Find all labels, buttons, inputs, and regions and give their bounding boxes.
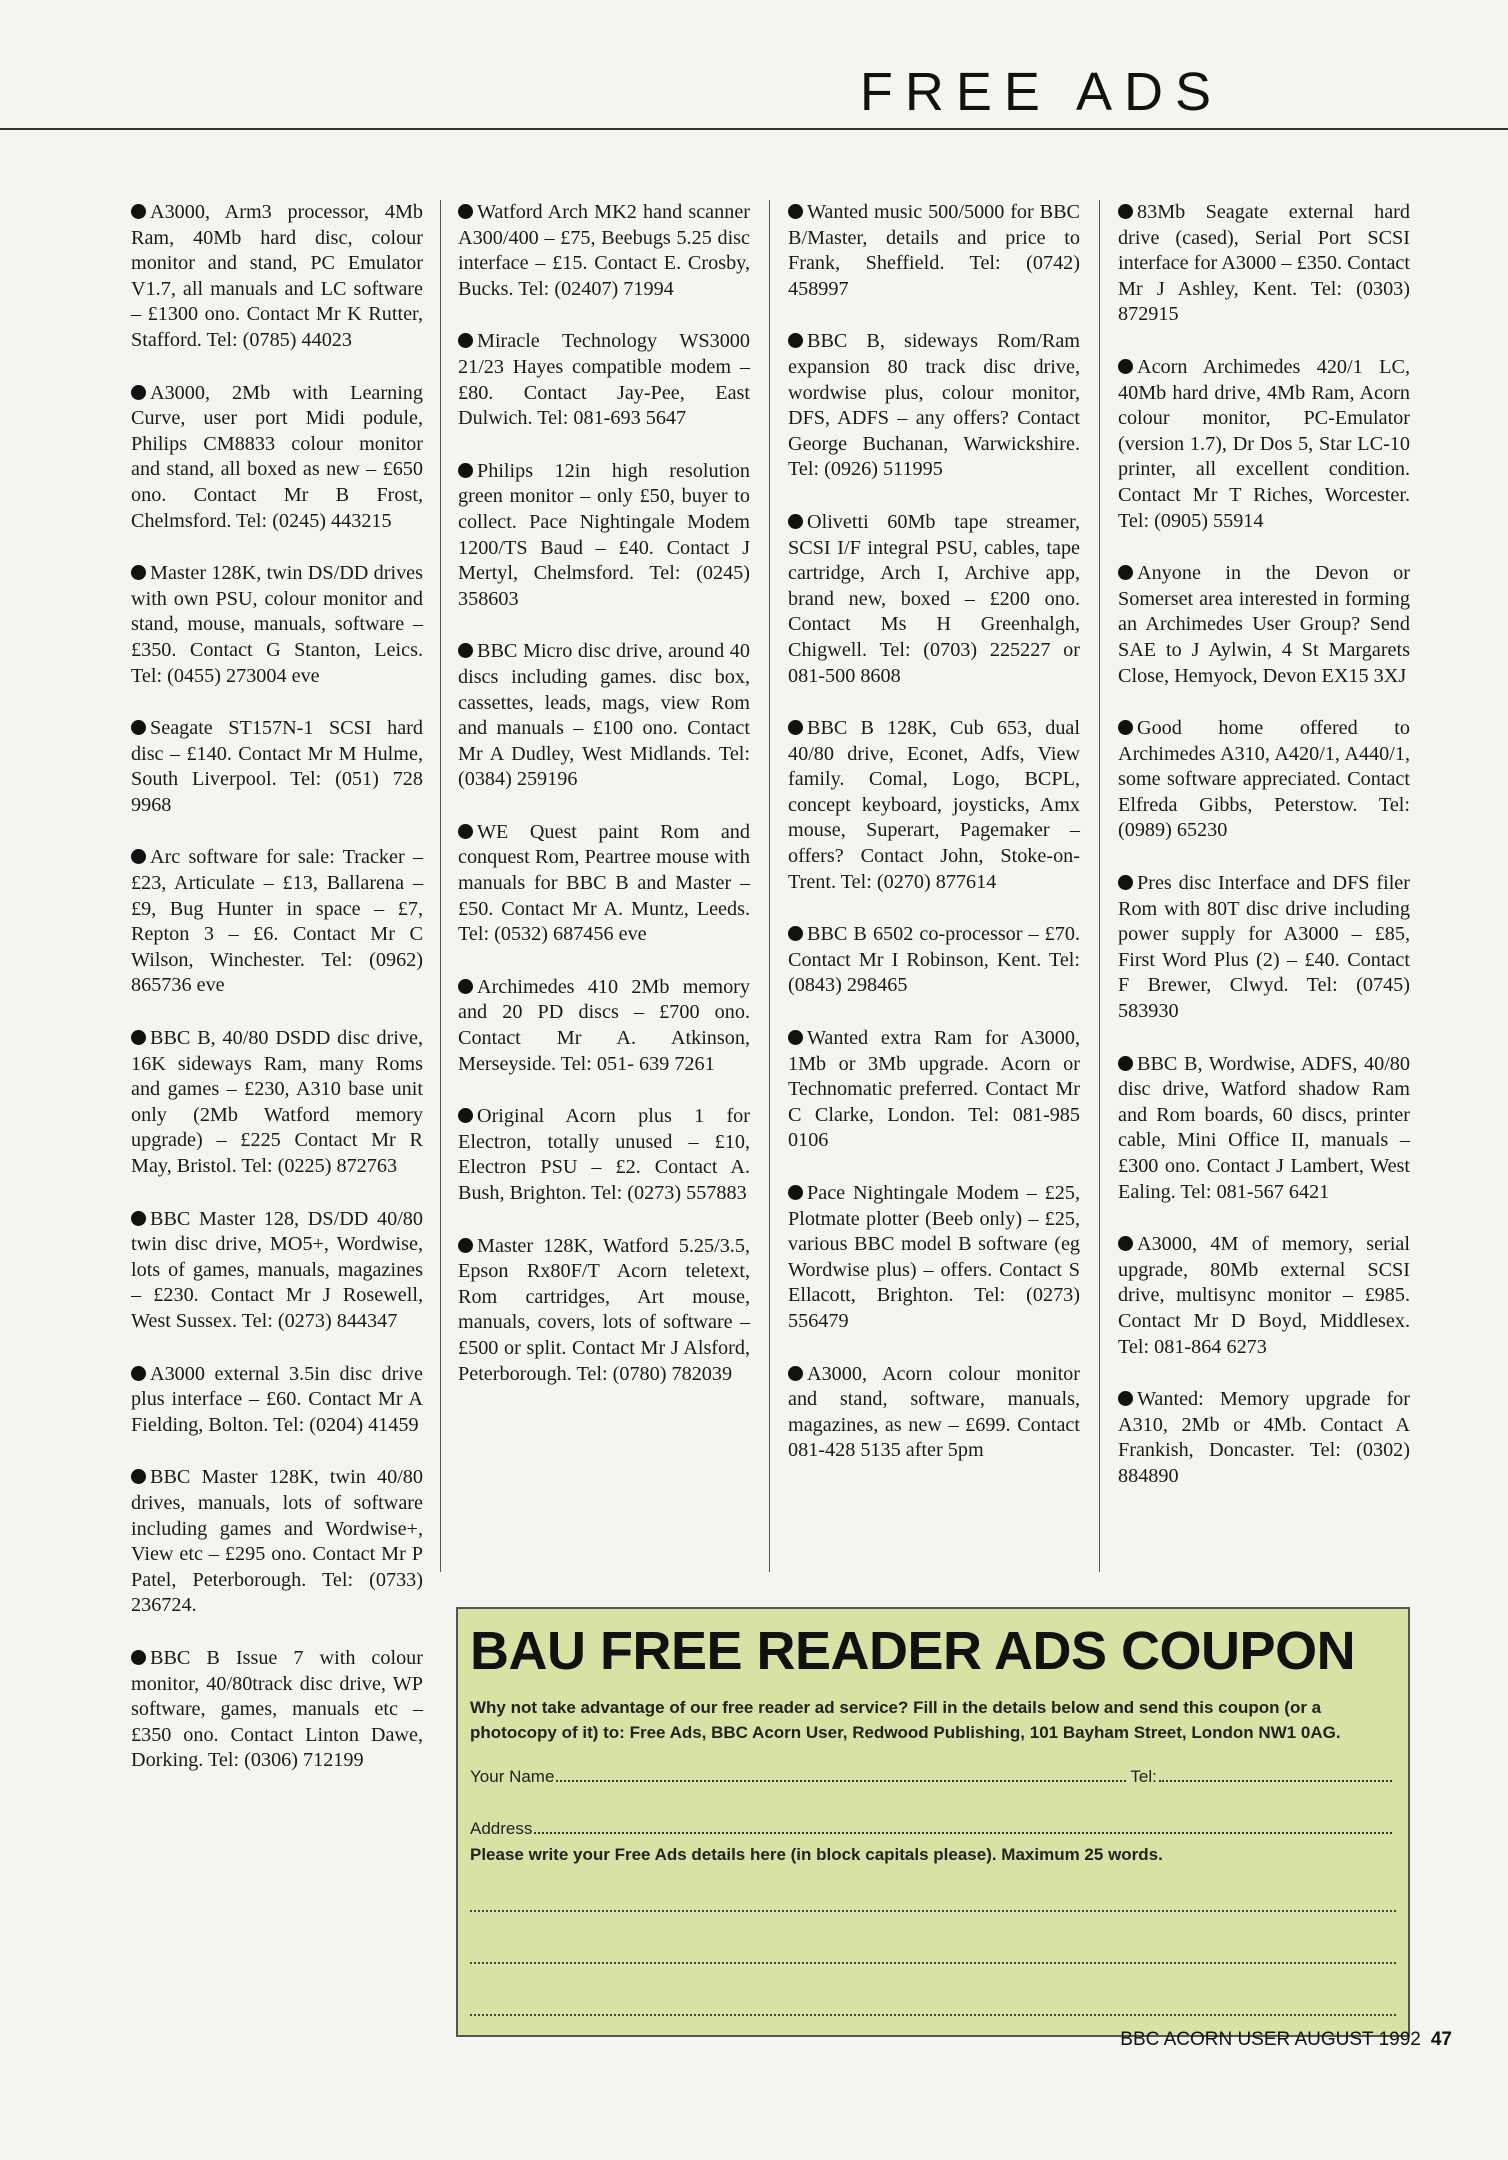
instruction-text: Please write your Free Ads details here (in block capitals please). Maximum 25 words. (470, 1845, 1163, 1864)
classified-ad (131, 1362, 423, 1439)
classified-ad (1118, 1052, 1410, 1206)
classified-ad (458, 639, 750, 793)
classified-ad (788, 716, 1080, 895)
reader-ads-coupon (456, 1607, 1410, 2037)
classified-ad (788, 200, 1080, 302)
classified-ad (131, 561, 423, 689)
header-rule (0, 128, 1508, 130)
bullet-icon (131, 565, 146, 580)
classified-ad (131, 1646, 423, 1774)
classified-ad (131, 845, 423, 999)
classified-ad (788, 1181, 1080, 1335)
classified-ad (458, 1104, 750, 1206)
bullet-icon (131, 1030, 146, 1045)
column-divider (769, 200, 770, 1572)
publication-name: BBC ACORN USER AUGUST 1992 (1120, 2029, 1421, 2050)
ad-text: A3000, 4M of memory, serial upgrade, 80Mb external SCSI drive, multisync monitor – £985. Contact Mr D Boyd, Middlesex. Tel: 081-864 6273 (1118, 1233, 1410, 1358)
page-number: 47 (1430, 2029, 1452, 2050)
bullet-icon (458, 463, 473, 478)
ad-text: BBC B, 40/80 DSDD disc drive, 16K sideways Ram, many Roms and games – £230, A310 base unit only (2Mb Watford memory upgrade) – £225 Contact Mr R May, Bristol. Tel: (0225) 872763 (131, 1027, 423, 1177)
classified-ad (131, 1207, 423, 1335)
bullet-icon (788, 926, 803, 941)
coupon-instruction (470, 1845, 1396, 1865)
bullet-icon (1118, 565, 1133, 580)
ad-text: Archimedes 410 2Mb memory and 20 PD discs – £700 ono. Contact Mr A. Atkinson, Merseyside. Tel: 051- 639 7261 (458, 975, 750, 1075)
ad-text: WE Quest paint Rom and conquest Rom, Peartree mouse with manuals for BBC B and Master – £50. Contact Mr A. Muntz, Leeds. Tel: (0532) 687456 eve (458, 820, 750, 946)
bullet-icon (1118, 875, 1133, 890)
classified-ad (131, 1026, 423, 1180)
ad-text: A3000 external 3.5in disc drive plus interface – £60. Contact Mr A Fielding, Bolton. Tel: (0204) 41459 (131, 1362, 423, 1436)
bullet-icon (1118, 204, 1133, 219)
ad-text: BBC B 6502 co-processor – £70. Contact Mr I Robinson, Kent. Tel: (0843) 298465 (788, 923, 1080, 997)
bullet-icon (131, 720, 146, 735)
ad-text: BBC B 128K, Cub 653, dual 40/80 drive, Econet, Adfs, View family. Comal, Logo, BCPL, concept keyboard, joysticks, Amx mouse, Superart, Pagemaker – offers? Contact John, Stoke-on-Trent. Tel: (0270) 877614 (788, 717, 1080, 893)
name-label: Your Name (470, 1767, 555, 1786)
classified-ad (131, 1465, 423, 1619)
ad-text: BBC Micro disc drive, around 40 discs including games. disc box, cassettes, leads, mags, view Rom and manuals – £100 ono. Contact Mr A Dudley, West Midlands. Tel: (0384) 259196 (458, 640, 750, 791)
ad-text: Pace Nightingale Modem – £25, Plotmate plotter (Beeb only) – £25, various BBC model B software (eg Wordwise plus) – offers. Contact S Ellacott, Brighton. Tel: (0273) 556479 (788, 1182, 1080, 1332)
ad-text: A3000, Acorn colour monitor and stand, software, manuals, magazines, as new – £699. Contact 081-428 5135 after 5pm (788, 1362, 1080, 1462)
bullet-icon (1118, 1236, 1133, 1251)
address-field[interactable] (534, 1831, 1392, 1834)
bullet-icon (1118, 1056, 1133, 1071)
classified-ad (458, 459, 750, 613)
ad-text: BBC Master 128K, twin 40/80 drives, manuals, lots of software including games and Wordwise+, View etc – £295 ono. Contact Mr P Patel, Peterborough. Tel: (0733) 236724. (131, 1466, 423, 1617)
ad-text: Original Acorn plus 1 for Electron, totally unused – £10, Electron PSU – £2. Contact A. Bush, Brighton. Tel: (0273) 557883 (458, 1105, 750, 1204)
classified-ad (1118, 1387, 1410, 1489)
name-field[interactable] (556, 1779, 1126, 1782)
ad-text: Philips 12in high resolution green monitor – only £50, buyer to collect. Pace Nightingale Modem 1200/TS Baud – £40. Contact J Mertyl, Chelmsford. Tel: (0245) 358603 (458, 459, 750, 610)
bullet-icon (458, 1108, 473, 1123)
bullet-icon (458, 333, 473, 348)
coupon-intro: Why not take advantage of our free reader ad service? Fill in the details below and send this coupon (or a photocopy of it) to: Free Ads, BBC Acorn User, Redwood Publishing, 101 Bayham Street, London NW1 0AG. (470, 1698, 1341, 1742)
ad-text: Miracle Technology WS3000 21/23 Hayes compatible modem – £80. Contact Jay-Pee, East Dulwich. Tel: 081-693 5647 (458, 330, 750, 430)
classified-ad (1118, 200, 1410, 328)
ad-text: BBC B Issue 7 with colour monitor, 40/80track disc drive, WP software, games, manuals etc – £350 ono. Contact Linton Dawe, Dorking. Tel: (0306) 712199 (131, 1646, 423, 1772)
classified-ad (131, 200, 423, 354)
bullet-icon (458, 204, 473, 219)
classified-ad (458, 329, 750, 431)
ads-column-4 (1118, 200, 1410, 1517)
bullet-icon (1118, 1391, 1133, 1406)
section-title: FREE ADS (859, 62, 1223, 122)
bullet-icon (788, 1030, 803, 1045)
bullet-icon (458, 1238, 473, 1253)
classified-ad (131, 716, 423, 818)
ad-text-line[interactable] (470, 2013, 1396, 2016)
column-divider (440, 200, 441, 1572)
bullet-icon (1118, 359, 1133, 374)
ads-column-3 (788, 200, 1080, 1491)
ad-text: Wanted music 500/5000 for BBC B/Master, details and price to Frank, Sheffield. Tel: (0742) 458997 (788, 201, 1080, 300)
classified-ad (458, 1234, 750, 1388)
bullet-icon (131, 385, 146, 400)
tel-label: Tel: (1130, 1767, 1157, 1786)
ad-text: A3000, Arm3 processor, 4Mb Ram, 40Mb hard disc, colour monitor and stand, PC Emulator V1.7, all manuals and LC software – £1300 ono. Contact Mr K Rutter, Stafford. Tel: (0785) 44023 (131, 201, 423, 351)
column-divider (1099, 200, 1100, 1572)
ad-text: BBC B, sideways Rom/Ram expansion 80 track disc drive, wordwise plus, colour monitor, DFS, ADFS – any offers? Contact George Buchanan, Warwickshire. Tel: (0926) 511995 (788, 330, 1080, 481)
ad-text: BBC B, Wordwise, ADFS, 40/80 disc drive, Watford shadow Ram and Rom boards, 60 discs, printer cable, Mini Office II, manuals – £300 ono. Contact J Lambert, West Ealing. Tel: 081-567 6421 (1118, 1052, 1410, 1203)
bullet-icon (131, 1650, 146, 1665)
bullet-icon (131, 1211, 146, 1226)
bullet-icon (788, 1366, 803, 1381)
classified-ad (131, 381, 423, 535)
classified-ad (788, 1026, 1080, 1154)
tel-field[interactable] (1159, 1779, 1392, 1782)
classified-ad (1118, 561, 1410, 689)
ad-text: Arc software for sale: Tracker – £23, Articulate – £13, Ballarena – £9, Bug Hunter in space – £7, Repton 3 – £6. Contact Mr C Wilson, Winchester. Tel: (0962) 865736 eve (131, 846, 423, 997)
bullet-icon (131, 1366, 146, 1381)
address-label: Address (470, 1819, 533, 1838)
bullet-icon (1118, 720, 1133, 735)
bullet-icon (788, 514, 803, 529)
address-line (470, 1819, 1396, 1839)
bullet-icon (788, 204, 803, 219)
ad-text: Master 128K, Watford 5.25/3.5, Epson Rx80F/T Acorn teletext, Rom cartridges, Art mouse, manuals, covers, lots of software – £500 or split. Contact Mr J Alsford, Peterborough. Tel: (0780) 782039 (458, 1234, 750, 1385)
ad-text: Olivetti 60Mb tape streamer, SCSI I/F integral PSU, cables, tape cartridge, Arch I, Archive app, brand new, boxed – £200 ono. Contact Ms H Greenhalgh, Chigwell. Tel: (0703) 225227 or 081-500 8608 (788, 510, 1080, 687)
ad-text-line[interactable] (470, 1961, 1396, 1964)
name-tel-line (470, 1767, 1396, 1787)
ad-text: Anyone in the Devon or Somerset area interested in forming an Archimedes User Group? Send SAE to J Aylwin, 4 St Margarets Close, Hemyock, Devon EX15 3XJ (1118, 562, 1410, 687)
ad-text: 83Mb Seagate external hard drive (cased), Serial Port SCSI interface for A3000 – £350. Contact Mr J Ashley, Kent. Tel: (0303) 872915 (1118, 201, 1410, 326)
ad-text: Wanted extra Ram for A3000, 1Mb or 3Mb upgrade. Acorn or Technomatic preferred. Contact Mr C Clarke, London. Tel: 081-985 0106 (788, 1027, 1080, 1152)
classified-ad (788, 510, 1080, 689)
ad-text: Watford Arch MK2 hand scanner A300/400 – £75, Beebugs 5.25 disc interface – £15. Contact E. Crosby, Bucks. Tel: (02407) 71994 (458, 201, 750, 300)
bullet-icon (458, 979, 473, 994)
classified-ad (1118, 871, 1410, 1025)
classified-ad (788, 329, 1080, 483)
classified-ad (1118, 716, 1410, 844)
page-footer (1120, 2029, 1452, 2051)
bullet-icon (788, 720, 803, 735)
coupon-title: BAU FREE READER ADS COUPON (470, 1621, 1356, 1681)
ads-column-2 (458, 200, 750, 1414)
bullet-icon (458, 824, 473, 839)
classified-ad (788, 922, 1080, 999)
ad-text: Pres disc Interface and DFS filer Rom with 80T disc drive including power supply for A3000 – £85, First Word Plus (2) – £40. Contact F Brewer, Clwyd. Tel: (0745) 583930 (1118, 872, 1410, 1023)
bullet-icon (788, 1185, 803, 1200)
bullet-icon (131, 849, 146, 864)
classified-ad (458, 200, 750, 302)
classified-ad (1118, 1232, 1410, 1360)
ads-column-1 (131, 200, 423, 1801)
bullet-icon (131, 204, 146, 219)
ad-text: Acorn Archimedes 420/1 LC, 40Mb hard drive, 4Mb Ram, Acorn colour monitor, PC-Emulator (version 1.7), Dr Dos 5, Star LC-10 printer, all excellent condition. Contact Mr T Riches, Worcester. Tel: (0905) 55914 (1118, 355, 1410, 532)
ad-text: Good home offered to Archimedes A310, A420/1, A440/1, some software appreciated. Contact Elfreda Gibbs, Peterstow. Tel: (0989) 65230 (1118, 717, 1410, 842)
ad-text-line[interactable] (470, 1909, 1396, 1912)
classified-ad (458, 975, 750, 1077)
bullet-icon (788, 333, 803, 348)
classified-ad (788, 1362, 1080, 1464)
ad-text: A3000, 2Mb with Learning Curve, user port Midi podule, Philips CM8833 colour monitor and stand, all boxed as new – £650 ono. Contact Mr B Frost, Chelmsford. Tel: (0245) 443215 (131, 381, 423, 532)
ad-text: Master 128K, twin DS/DD drives with own PSU, colour monitor and stand, mouse, manuals, software – £350. Contact G Stanton, Leics. Tel: (0455) 273004 eve (131, 562, 423, 687)
ad-text: Seagate ST157N-1 SCSI hard disc – £140. Contact Mr M Hulme, South Liverpool. Tel: (051) 728 9968 (131, 717, 423, 816)
classified-ad (458, 820, 750, 948)
bullet-icon (131, 1469, 146, 1484)
ad-text: BBC Master 128, DS/DD 40/80 twin disc drive, MO5+, Wordwise, lots of games, manuals, magazines – £230. Contact Mr J Rosewell, West Sussex. Tel: (0273) 844347 (131, 1207, 423, 1332)
ad-text: Wanted: Memory upgrade for A310, 2Mb or 4Mb. Contact A Frankish, Doncaster. Tel: (0302) 884890 (1118, 1388, 1410, 1487)
classified-ad (1118, 355, 1410, 534)
bullet-icon (458, 643, 473, 658)
